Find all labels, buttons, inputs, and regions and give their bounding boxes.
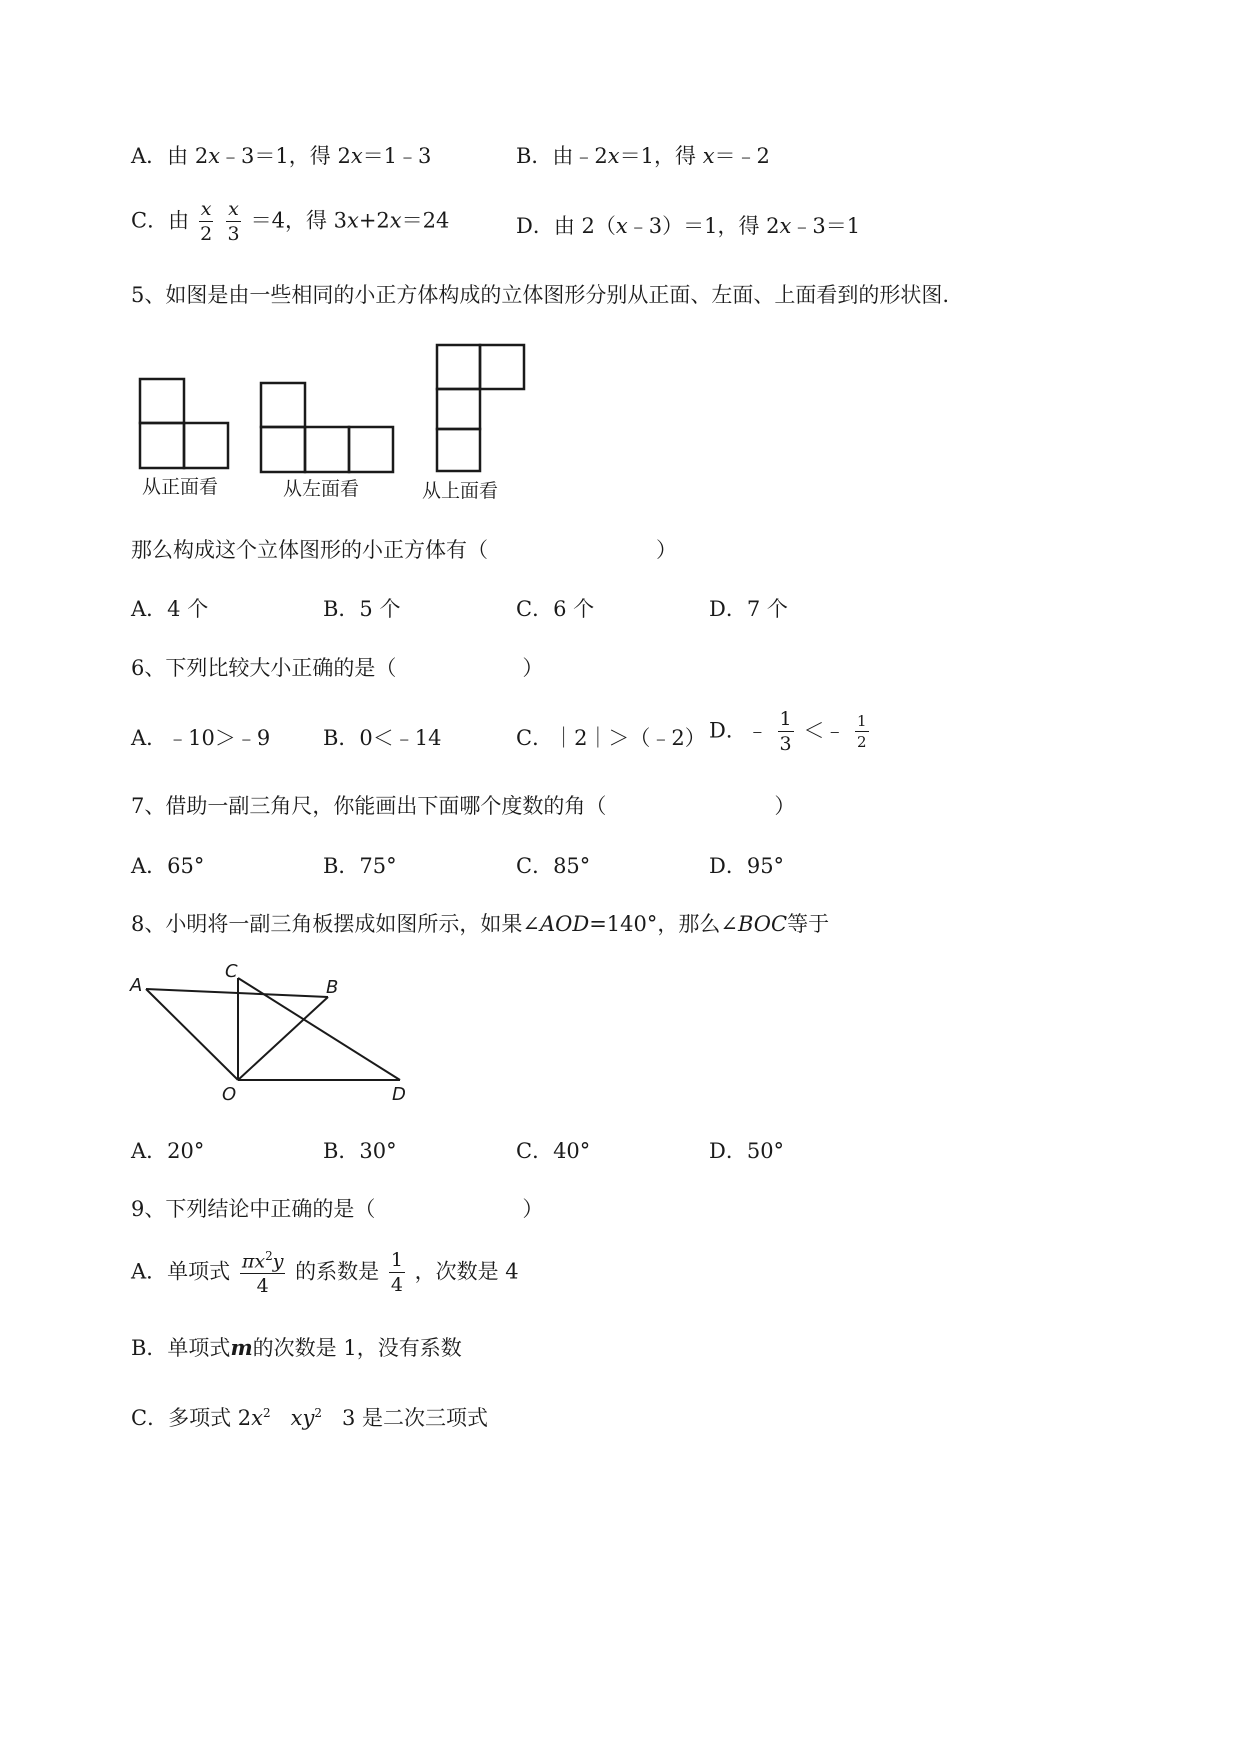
left-view <box>261 383 393 472</box>
q5-option-d: D．7 个 <box>709 597 788 621</box>
q4-option-b: B．由﹣2x＝1，得 x＝﹣2 <box>516 144 770 168</box>
fraction-one-third: $\frac{1}{3}$ <box>779 708 792 755</box>
segment-ob <box>238 997 328 1080</box>
q9-option-c: C．多项式 $2x^2$ $xy^2$ 3 是二次三项式 <box>131 1406 489 1430</box>
q6-stem: 6、下列比较大小正确的是（ ） <box>131 656 544 680</box>
fraction-pi-x2-y-over-4: $\frac{\pi x^2y}{4}$ <box>241 1249 284 1298</box>
point-label-o: O <box>222 1084 237 1105</box>
q7-option-b: B．75° <box>323 854 397 878</box>
point-label-d: D <box>392 1084 406 1105</box>
q6-option-c: C．｜2｜＞（﹣2） <box>516 726 706 750</box>
segment-ao <box>146 989 238 1080</box>
q5-option-c: C．6 个 <box>516 597 595 621</box>
q6-option-d: D．﹣ $\frac{1}{3}$ ＜﹣ $\frac{1}{2}$ <box>709 708 867 755</box>
q9-option-b: B．单项式m的次数是 1，没有系数 <box>131 1335 462 1360</box>
q6-option-a: A．﹣10＞﹣9 <box>131 726 271 750</box>
point-label-a: A <box>130 975 143 996</box>
q5-question: 那么构成这个立体图形的小正方体有（ ） <box>131 538 677 562</box>
fraction-one-half: $\frac{1}{2}$ <box>857 712 867 751</box>
fraction-x-over-3: $\frac{x}{3}$ <box>227 198 240 245</box>
segment-cd <box>238 978 400 1080</box>
front-view <box>140 379 228 468</box>
q7-option-a: A．65° <box>131 854 205 878</box>
q5-option-b: B．5 个 <box>323 597 401 621</box>
top-view <box>437 345 524 471</box>
q8-option-b: B．30° <box>323 1139 397 1163</box>
q9-option-a: A．单项式 $\frac{\pi x^2y}{4}$ 的系数是 $\frac{1}{4}$ ，次数是 4 <box>131 1249 519 1298</box>
point-label-b: B <box>326 977 339 998</box>
q4-option-c: C．由 $\frac{x}{2}$ $\frac{x}{3}$ ＝4，得 3x+2x＝24 <box>131 198 450 245</box>
fraction-x-over-2: $\frac{x}{2}$ <box>200 198 213 245</box>
q8-option-d: D．50° <box>709 1139 785 1163</box>
q8-option-a: A．20° <box>131 1139 205 1163</box>
q5-three-views-figure <box>130 335 550 510</box>
q8-triangle-boards-figure <box>128 960 413 1105</box>
fraction-one-quarter: $\frac{1}{4}$ <box>390 1249 403 1297</box>
q7-stem: 7、借助一副三角尺，你能画出下面哪个度数的角（ ） <box>131 794 796 818</box>
q8-stem: 8、小明将一副三角板摆成如图所示，如果∠AOD=140°，那么∠BOC等于 <box>131 912 830 936</box>
q6-option-b: B．0＜﹣14 <box>323 726 442 750</box>
front-view-label: 从正面看 <box>142 476 219 498</box>
q4-option-d: D．由 2（x﹣3）＝1，得 2x﹣3＝1 <box>516 214 861 238</box>
q5-stem: 5、如图是由一些相同的小正方体构成的立体图形分别从正面、左面、上面看到的形状图. <box>131 283 950 307</box>
q8-option-c: C．40° <box>516 1139 591 1163</box>
left-view-label: 从左面看 <box>283 478 360 500</box>
q7-option-c: C．85° <box>516 854 591 878</box>
q7-option-d: D．95° <box>709 854 785 878</box>
q5-option-a: A．4 个 <box>131 597 209 621</box>
point-label-c: C <box>225 961 238 982</box>
q9-stem: 9、下列结论中正确的是（ ） <box>131 1197 544 1221</box>
top-view-label: 从上面看 <box>422 480 499 502</box>
q4-option-a: A．由 2x﹣3＝1，得 2x＝1﹣3 <box>131 144 432 168</box>
